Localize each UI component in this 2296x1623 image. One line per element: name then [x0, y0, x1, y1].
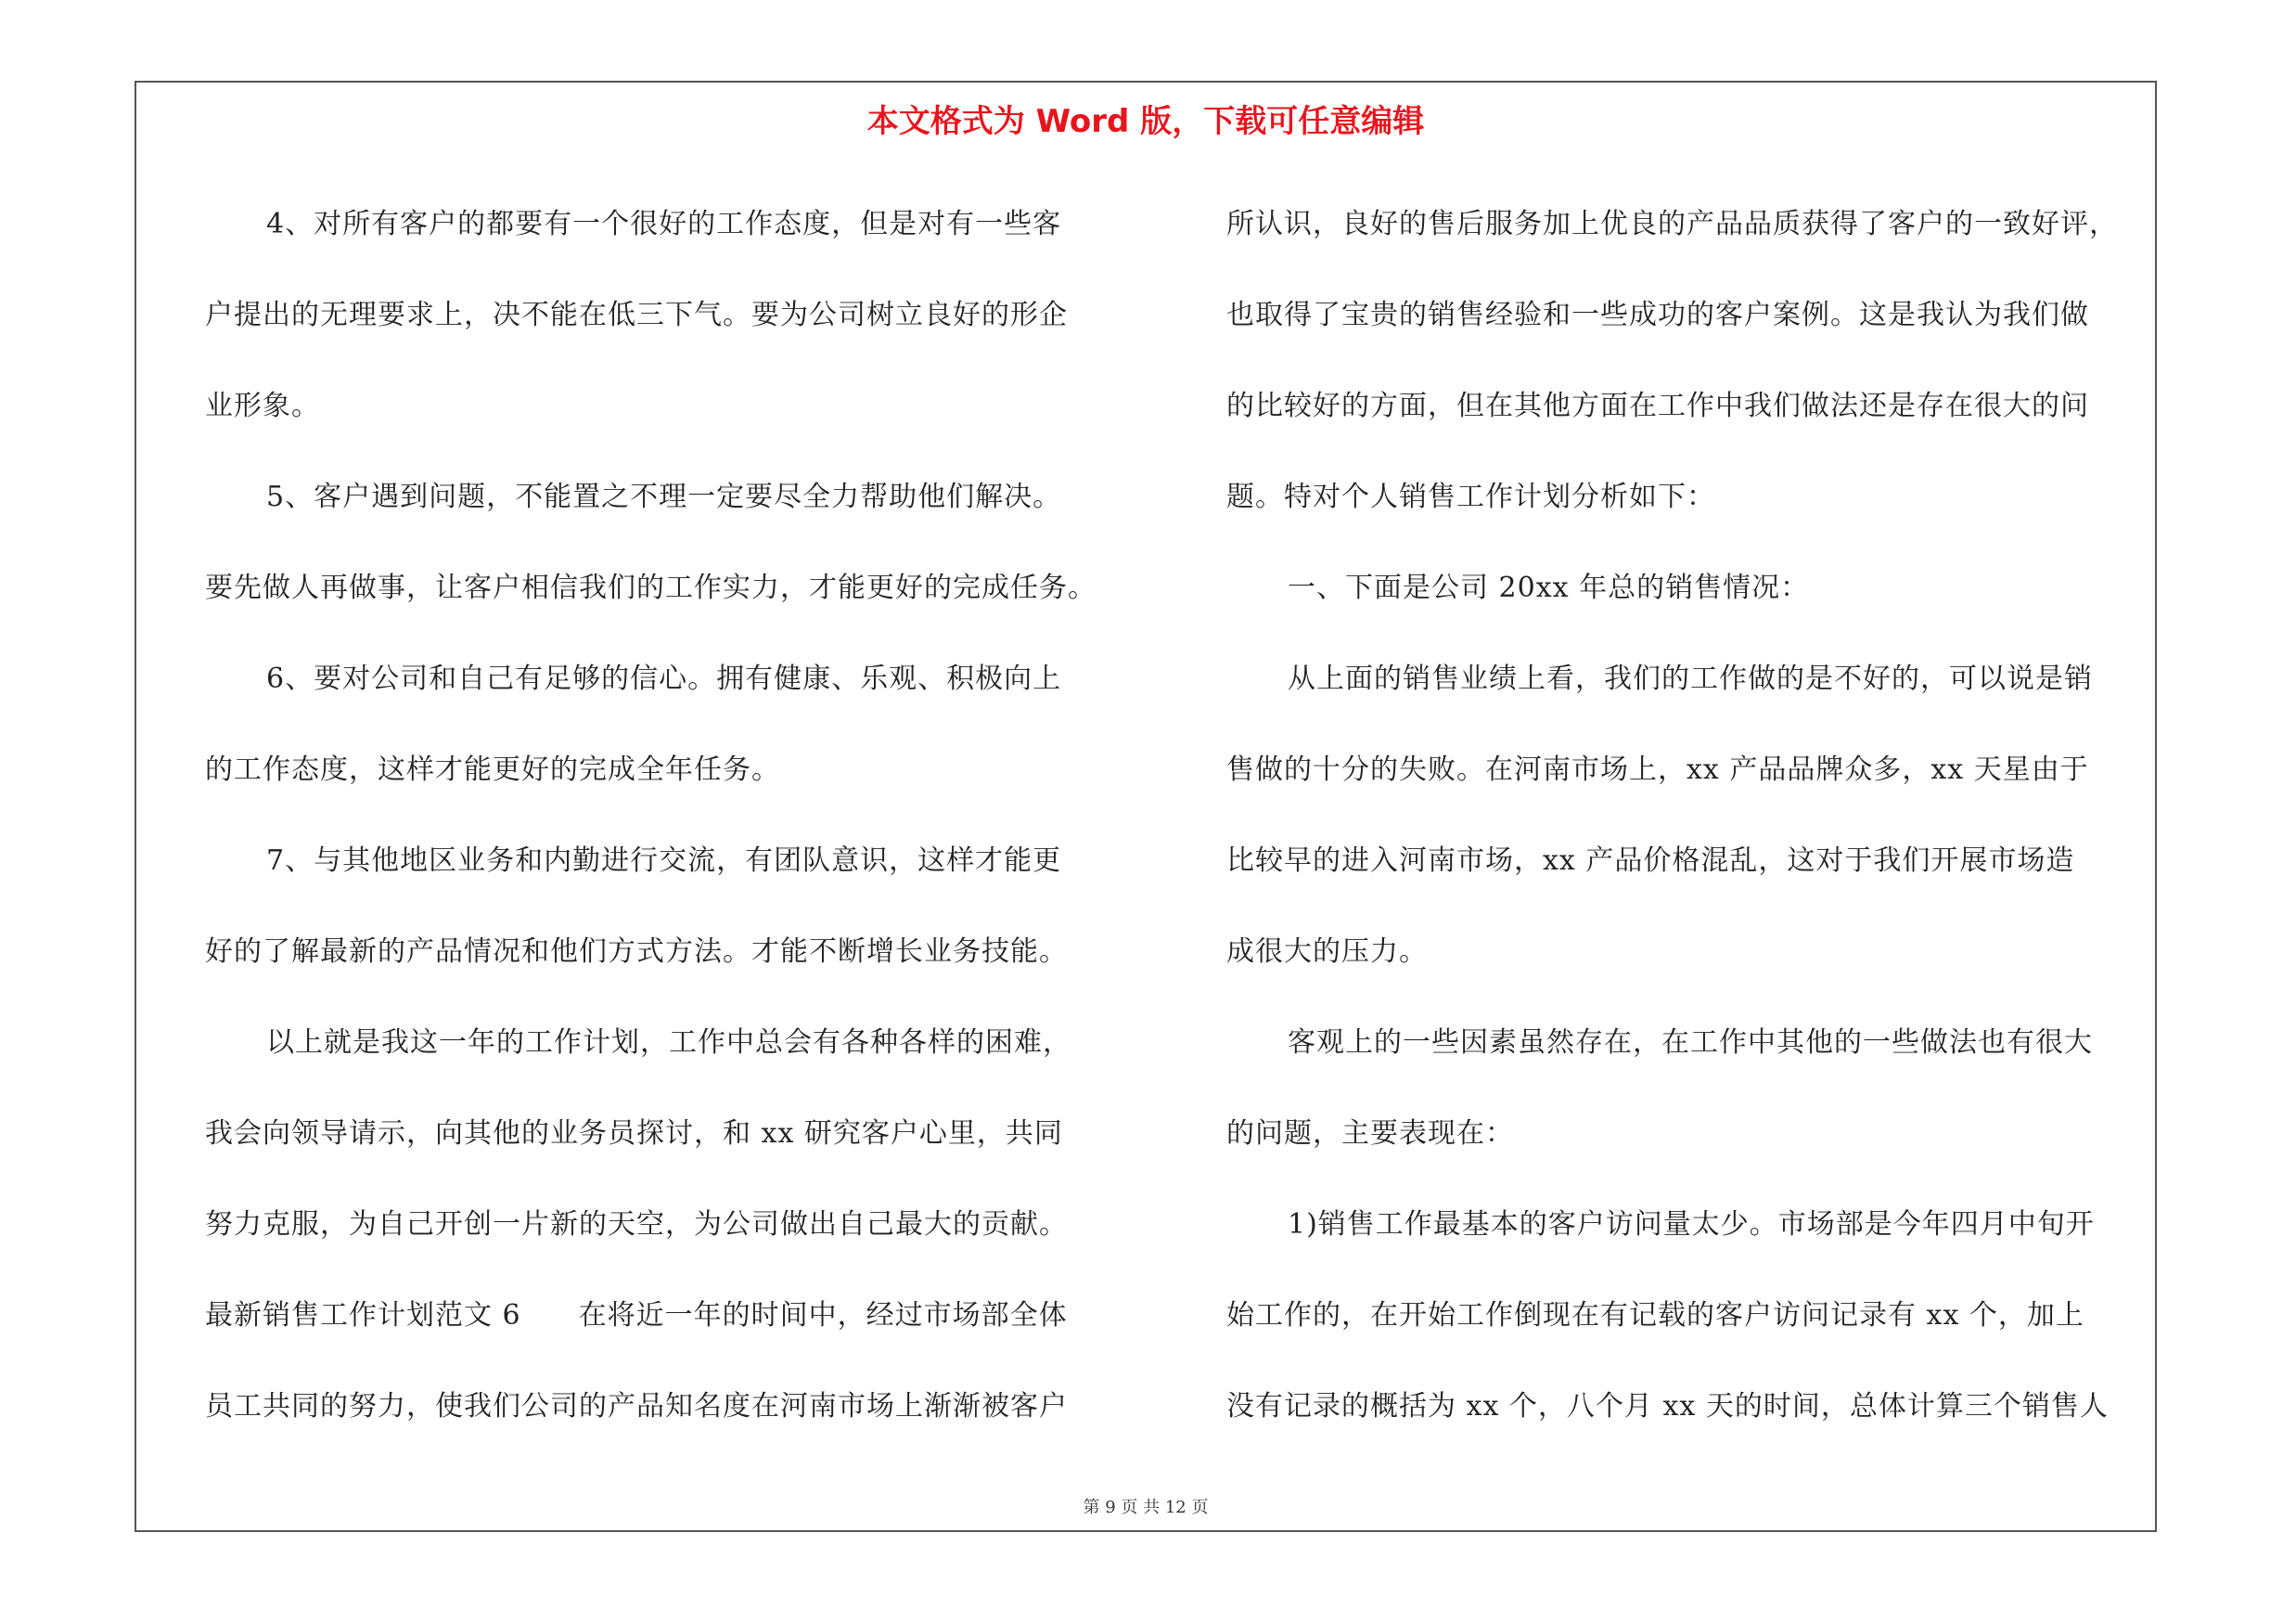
text-line: 1)销售工作最基本的客户访问量太少。市场部是今年四月中旬开 — [1288, 1208, 2095, 1241]
text-line: 7、与其他地区业务和内勤进行交流，有团队意识，这样才能更 — [266, 844, 1062, 877]
text-line: 员工共同的努力，使我们公司的产品知名度在河南市场上渐渐被客户 — [205, 1390, 1068, 1423]
left-text-column — [205, 179, 1133, 1452]
text-line: 业形象。 — [205, 390, 320, 422]
text-line: 所认识，良好的售后服务加上优良的产品品质获得了客户的一致好评， — [1226, 208, 2118, 240]
text-line: 从上面的销售业绩上看，我们的工作做的是不好的，可以说是销 — [1288, 663, 2093, 695]
text-line: 没有记录的概括为 xx 个，八个月 xx 天的时间，总体计算三个销售人 — [1226, 1390, 2109, 1423]
text-line: 比较早的进入河南市场，xx 产品价格混乱，这对于我们开展市场造 — [1226, 844, 2075, 877]
text-line: 努力克服，为自己开创一片新的天空，为公司做出自己最大的贡献。 — [205, 1208, 1068, 1241]
text-line: 户提出的无理要求上，决不能在低三下气。要为公司树立良好的形企 — [205, 299, 1068, 331]
page-number-footer: 第 9 页 共 12 页 — [1083, 1498, 1209, 1517]
text-line: 5、客户遇到问题，不能置之不理一定要尽全力帮助他们解决。 — [266, 481, 1062, 513]
text-line: 客观上的一些因素虽然存在，在工作中其他的一些做法也有很大 — [1288, 1026, 2093, 1059]
text-line: 我会向领导请示，向其他的业务员探讨，和 xx 研究客户心里，共同 — [205, 1117, 1063, 1150]
text-line: 也取得了宝贵的销售经验和一些成功的客户案例。这是我认为我们做 — [1226, 299, 2089, 331]
text-line: 的问题，主要表现在： — [1226, 1117, 1514, 1150]
text-line: 6、要对公司和自己有足够的信心。拥有健康、乐观、积极向上 — [266, 663, 1062, 695]
text-line: 题。特对个人销售工作计划分析如下： — [1226, 481, 1715, 513]
text-line: 要先做人再做事，让客户相信我们的工作实力，才能更好的完成任务。 — [205, 572, 1097, 604]
text-line: 一、下面是公司 20xx 年总的销售情况： — [1288, 572, 1810, 604]
text-line: 好的了解最新的产品情况和他们方式方法。才能不断增长业务技能。 — [205, 935, 1068, 968]
text-line: 最新销售工作计划范文 6 在将近一年的时间中，经过市场部全体 — [205, 1299, 1068, 1332]
text-line: 售做的十分的失败。在河南市场上，xx 产品品牌众多，xx 天星由于 — [1226, 754, 2089, 786]
text-line: 的比较好的方面，但在其他方面在工作中我们做法还是存在很大的问 — [1226, 390, 2089, 422]
page — [135, 81, 2157, 1532]
text-line: 4、对所有客户的都要有一个很好的工作态度，但是对有一些客 — [266, 208, 1062, 240]
text-line: 成很大的压力。 — [1226, 935, 1428, 968]
text-line: 的工作态度，这样才能更好的完成全年任务。 — [205, 754, 780, 786]
right-text-column — [1226, 179, 2145, 1452]
text-line: 以上就是我这一年的工作计划，工作中总会有各种各样的困难， — [266, 1026, 1071, 1059]
format-notice-banner: 本文格式为 Word 版，下载可任意编辑 — [866, 103, 1425, 140]
text-line: 始工作的，在开始工作倒现在有记载的客户访问记录有 xx 个，加上 — [1226, 1299, 2084, 1332]
